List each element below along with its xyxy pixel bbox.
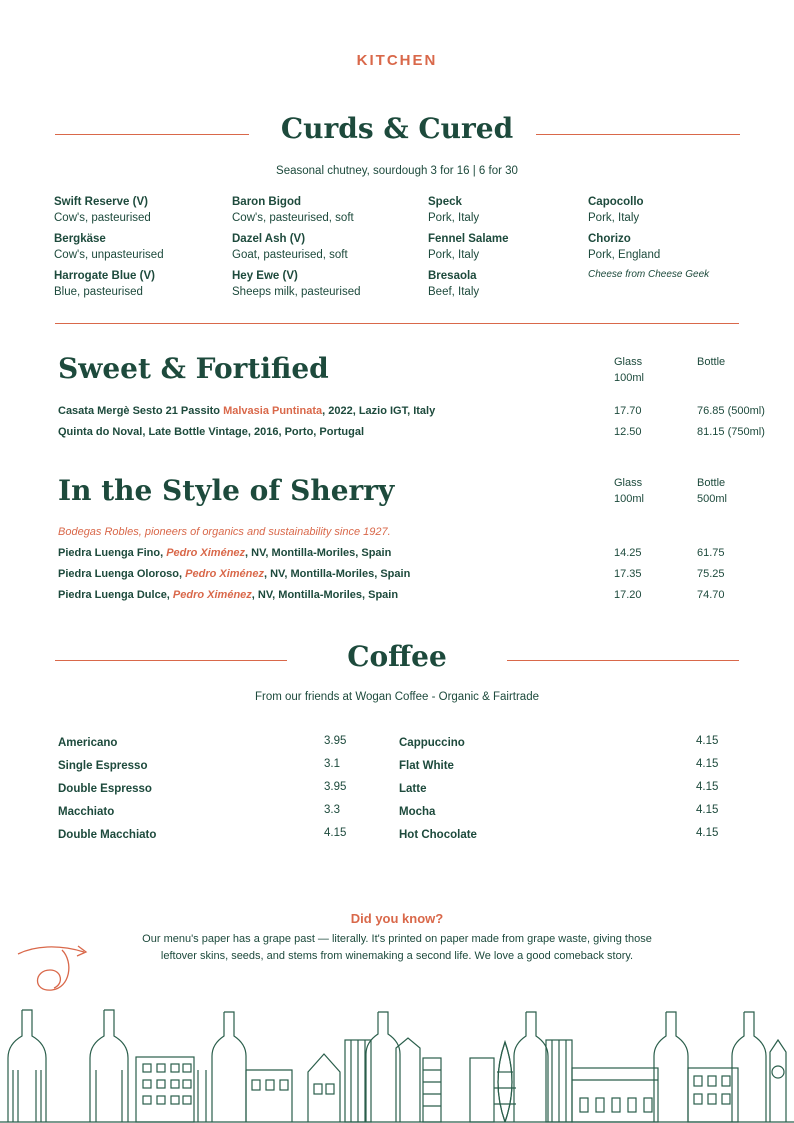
- wine-name: [58, 589, 398, 601]
- menu-item-name: Hey Ewe (V): [232, 270, 298, 282]
- menu-item-description: Goat, pasteurised, soft: [232, 249, 348, 261]
- did-you-know-line: Our menu's paper has a grape past — literally. It's printed on paper made from grape waste, giving those: [142, 933, 652, 945]
- did-you-know-title: Did you know?: [350, 911, 444, 926]
- menu-item-name: Bresaola: [428, 270, 477, 282]
- grape-variety: Pedro Ximénez: [172, 589, 252, 601]
- grape-variety: Malvasia Puntinata: [223, 405, 323, 417]
- coffee-item-price: 4.15: [696, 735, 719, 747]
- glass-column-header: [614, 475, 644, 507]
- coffee-item-name: Flat White: [399, 760, 454, 772]
- coffee-subtitle: From our friends at Wogan Coffee - Organic & Fairtrade: [254, 691, 539, 703]
- menu-item-description: Pork, England: [588, 249, 661, 261]
- city-skyline-illustration: [0, 1000, 794, 1123]
- glass-price: 12.50: [614, 426, 642, 438]
- wine-name-part: , NV, Montilla-Moriles, Spain: [245, 547, 392, 559]
- coffee-item-price: 4.15: [324, 827, 347, 839]
- wine-name-part: , 2022, Lazio IGT, Italy: [322, 405, 436, 417]
- coffee-item-name: Single Espresso: [58, 760, 148, 772]
- glass-column-header: [614, 354, 644, 386]
- wine-name-part: Piedra Luenga Fino,: [58, 547, 167, 559]
- bottle-price: 81.15 (750ml): [697, 426, 765, 438]
- menu-item-description: Cow's, unpasteurised: [54, 249, 164, 261]
- coffee-item-name: Americano: [58, 737, 118, 749]
- coffee-item-price: 3.1: [324, 758, 340, 770]
- wine-name-part: Piedra Luenga Oloroso,: [58, 568, 186, 580]
- grape-variety: Pedro Ximénez: [166, 547, 246, 559]
- did-you-know-line: leftover skins, seeds, and stems from winemaking a second life. We love a good comeback story.: [160, 950, 634, 962]
- glass-size: 100ml: [614, 372, 644, 384]
- wine-name: [58, 547, 391, 559]
- wine-name-part: , NV, Montilla-Moriles, Spain: [264, 568, 411, 580]
- menu-item-description: Cow's, pasteurised: [54, 212, 151, 224]
- wine-name: [58, 426, 364, 438]
- bottle-price: 75.25: [697, 568, 725, 580]
- section-title-sweet: Sweet & Fortified: [58, 352, 329, 385]
- bottle-size: 500ml: [697, 493, 727, 505]
- cheese-source-note: Cheese from Cheese Geek: [588, 269, 710, 280]
- coffee-item-name: Mocha: [399, 806, 436, 818]
- coffee-item-name: Cappuccino: [399, 737, 465, 749]
- coffee-item-price: 3.95: [324, 735, 347, 747]
- bottle-label: Bottle: [697, 356, 726, 368]
- glass-price: 17.35: [614, 568, 642, 580]
- menu-item-name: Baron Bigod: [232, 196, 301, 208]
- coffee-item-name: Hot Chocolate: [399, 829, 477, 841]
- wine-name-part: Piedra Luenga Dulce,: [58, 589, 173, 601]
- coffee-item-name: Double Macchiato: [58, 829, 157, 841]
- menu-item-description: Sheeps milk, pasteurised: [232, 286, 361, 298]
- wine-name-part: Quinta do Noval, Late Bottle Vintage, 2016, Porto, Portugal: [58, 426, 365, 438]
- curds-subtitle: Seasonal chutney, sourdough 3 for 16 | 6 for 30: [276, 165, 518, 177]
- did-you-know-text: [110, 931, 684, 965]
- menu-item-description: Beef, Italy: [428, 286, 480, 298]
- menu-item-name: Bergkäse: [54, 233, 106, 245]
- menu-item-name: Swift Reserve (V): [54, 196, 148, 208]
- kitchen-heading: KITCHEN: [356, 52, 438, 69]
- bottle-label: Bottle: [697, 477, 726, 489]
- glass-price: 17.20: [614, 589, 642, 601]
- bottle-price: 61.75: [697, 547, 725, 559]
- curly-arrow-icon: [14, 940, 94, 996]
- section-title-sherry: In the Style of Sherry: [58, 474, 395, 507]
- menu-item-description: Blue, pasteurised: [54, 286, 143, 298]
- bottle-price: 74.70: [697, 589, 725, 601]
- menu-item-description: Pork, Italy: [428, 212, 480, 224]
- menu-item-description: Pork, Italy: [588, 212, 640, 224]
- wine-name-part: , NV, Montilla-Moriles, Spain: [251, 589, 399, 601]
- menu-item-name: Dazel Ash (V): [232, 233, 306, 245]
- coffee-item-name: Latte: [399, 783, 427, 795]
- divider-line: [55, 323, 739, 324]
- glass-label: Glass: [614, 477, 643, 489]
- coffee-item-price: 4.15: [696, 804, 719, 816]
- menu-item-name: Speck: [428, 196, 462, 208]
- section-title-curds: Curds & Cured: [280, 112, 514, 145]
- coffee-item-price: 3.3: [324, 804, 340, 816]
- coffee-item-price: 3.95: [324, 781, 347, 793]
- menu-item-description: Pork, Italy: [428, 249, 480, 261]
- bottle-column-header: [697, 475, 727, 507]
- menu-item-name: Capocollo: [588, 196, 644, 208]
- coffee-item-name: Double Espresso: [58, 783, 152, 795]
- coffee-item-price: 4.15: [696, 758, 719, 770]
- coffee-item-price: 4.15: [696, 781, 719, 793]
- bottle-price: 76.85 (500ml): [697, 405, 765, 417]
- menu-item-description: Cow's, pasteurised, soft: [232, 212, 354, 224]
- coffee-item-price: 4.15: [696, 827, 719, 839]
- glass-size: 100ml: [614, 493, 644, 505]
- wine-name-part: Casata Mergè Sesto 21 Passito: [58, 405, 224, 417]
- menu-item-name: Harrogate Blue (V): [54, 270, 155, 282]
- wine-name: [58, 405, 435, 417]
- menu-item-name: Chorizo: [588, 233, 631, 245]
- sherry-producer-note: Bodegas Robles, pioneers of organics and sustainability since 1927.: [58, 526, 391, 538]
- menu-item-name: Fennel Salame: [428, 233, 509, 245]
- section-title-coffee: Coffee: [347, 640, 447, 673]
- glass-price: 17.70: [614, 405, 642, 417]
- grape-variety: Pedro Ximénez: [185, 568, 264, 580]
- bottle-column-header: [697, 354, 725, 370]
- glass-price: 14.25: [614, 547, 642, 559]
- coffee-item-name: Macchiato: [58, 806, 115, 818]
- wine-name: [58, 568, 410, 580]
- glass-label: Glass: [614, 356, 643, 368]
